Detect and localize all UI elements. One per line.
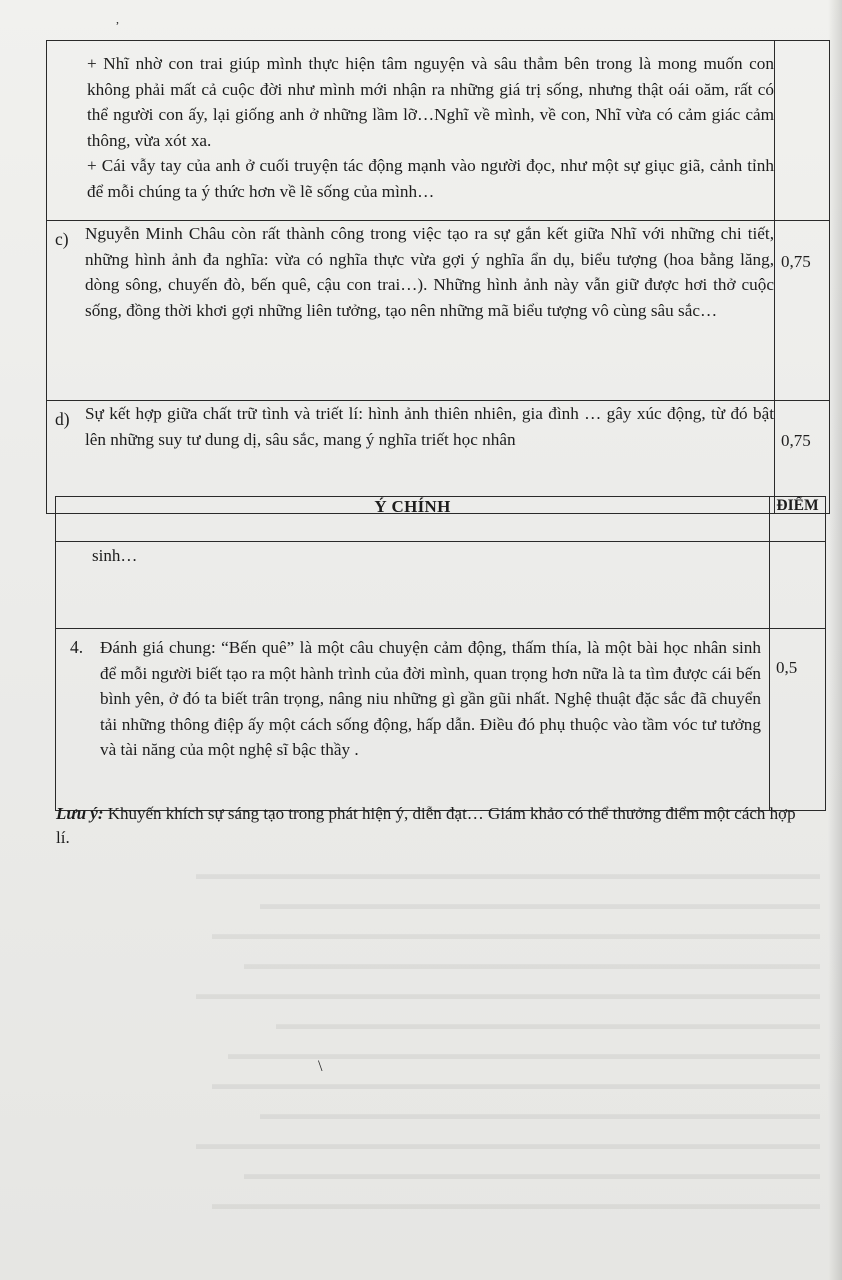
item-label: c) [55, 229, 69, 249]
answer-paragraph: Sự kết hợp giữa chất trữ tình và triết lí: hình ảnh thiên nhiên, gia đình … gây xúc động, từ đó bật lên những suy tư dung dị, sâu sắc, mang ý nghĩa triết học nhân [85, 404, 774, 449]
answer-paragraph: + Cái vẫy tay của anh ở cuối truyện tác động mạnh vào người đọc, như một sự giục giã, cảnh tỉnh để mỗi chúng ta ý thức hơn về lẽ sống của mình… [87, 156, 774, 201]
answer-cell [56, 629, 770, 811]
table-row [47, 41, 830, 221]
column-header-score: ĐIỂM [770, 497, 826, 542]
score-cell [770, 542, 826, 629]
stray-mark: , [116, 12, 119, 26]
item-label: d) [55, 409, 70, 429]
continuation-text: sinh… [92, 546, 138, 565]
answer-cell [56, 542, 770, 629]
answer-key-table-top [46, 40, 830, 514]
score-cell [770, 629, 826, 811]
score-cell [775, 221, 830, 401]
answer-cell [47, 41, 775, 221]
score-value: 0,75 [781, 431, 811, 450]
answer-paragraph: Đánh giá chung: “Bến quê” là một câu chuyện cảm động, thấm thía, là một bài học nhân sinh để mỗi người biết tạo ra một hành trình của đời mình, quan trọng hơn nữa là ta tìm được cái bến bình yên, ở đó ta biết trân trọng, nâng niu những gì gần gũi nhất. Nghệ thuật đặc sắc đã chuyển tải những thông điệp ấy một cách sống động, hấp dẫn. Điều đó phụ thuộc vào tầm vóc tư tưởng và tài năng của một nghệ sĩ bậc thầy . [100, 638, 761, 759]
score-cell [775, 41, 830, 221]
table-row [56, 542, 826, 629]
grading-note [56, 802, 796, 850]
column-header-main-idea: Ý CHÍNH [56, 497, 770, 542]
score-value: 0,75 [781, 252, 811, 271]
answer-key-table-bottom [55, 496, 826, 811]
note-label: Lưu ý: [56, 804, 104, 823]
table-row [47, 221, 830, 401]
answer-cell [47, 221, 775, 401]
table-header-row [56, 497, 826, 542]
score-value: 0,5 [776, 658, 798, 677]
table-row [56, 629, 826, 811]
page-edge-shadow [828, 0, 842, 1280]
note-text: Khuyến khích sự sáng tạo trong phát hiện ý, diễn đạt… Giám khảo có thể thưởng điểm một cách hợp lí. [56, 804, 796, 847]
item-label: 4. [70, 637, 84, 657]
stray-mark: \ [318, 1058, 323, 1075]
answer-paragraph: + Nhĩ nhờ con trai giúp mình thực hiện tâm nguyện và sâu thẳm bên trong là mong muốn con không phải mất cả cuộc đời như mình mới nhận ra những giá trị sống, nhưng thật oái oăm, rất có thể người con ấy, lại giống anh ở những lầm lỡ…Nghĩ về mình, về con, Nhĩ vừa có cảm giác cảm thông, vừa xót xa. [87, 54, 774, 150]
show-through-texture: ▬▬▬▬▬▬▬▬▬▬▬▬▬▬▬▬▬▬▬▬▬▬▬▬▬▬▬▬▬▬▬▬▬▬▬▬▬▬▬ ▬▬▬▬▬▬▬▬▬▬▬▬▬▬▬▬▬▬▬▬▬▬▬▬▬▬▬▬▬▬▬▬▬▬▬ ▬▬▬▬▬▬▬▬▬▬▬▬▬▬▬▬▬▬▬▬▬▬▬▬▬▬▬▬▬▬▬▬▬▬▬▬▬▬ ▬▬▬▬▬▬▬▬▬▬▬▬▬▬▬▬▬▬▬▬▬▬▬▬▬▬▬▬▬▬▬▬▬▬▬▬ ▬▬▬▬▬▬▬▬▬▬▬▬▬▬▬▬▬▬▬▬▬▬▬▬▬▬▬▬▬▬▬▬▬▬▬▬▬▬▬ ▬▬▬▬▬▬▬▬▬▬▬▬▬▬▬▬▬▬▬▬▬▬▬▬▬▬▬▬▬▬▬▬▬▬ ▬▬▬▬▬▬▬▬▬▬▬▬▬▬▬▬▬▬▬▬▬▬▬▬▬▬▬▬▬▬▬▬▬▬▬▬▬ ▬▬▬▬▬▬▬▬▬▬▬▬▬▬▬▬▬▬▬▬▬▬▬▬▬▬▬▬▬▬▬▬▬▬▬▬▬▬ ▬▬▬▬▬▬▬▬▬▬▬▬▬▬▬▬▬▬▬▬▬▬▬▬▬▬▬▬▬▬▬▬▬▬▬ ▬▬▬▬▬▬▬▬▬▬▬▬▬▬▬▬▬▬▬▬▬▬▬▬▬▬▬▬▬▬▬▬▬▬▬▬▬▬▬ ▬▬▬▬▬▬▬▬▬▬▬▬▬▬▬▬▬▬▬▬▬▬▬▬▬▬▬▬▬▬▬▬▬▬▬▬ ▬▬▬▬▬▬▬▬▬▬▬▬▬▬▬▬▬▬▬▬▬▬▬▬▬▬▬▬▬▬▬▬▬▬▬▬▬▬ [196, 866, 820, 1213]
answer-paragraph: Nguyễn Minh Châu còn rất thành công trong việc tạo ra sự gắn kết giữa Nhĩ với những chi tiết, những hình ảnh đa nghĩa: vừa có nghĩa thực vừa gợi ý nghĩa ẩn dụ, biểu tượng (hoa bằng lăng, dòng sông, chuyến đò, bến quê, cậu con trai…). Những hình ảnh này vẫn giữ được hơi thở cuộc sống, đồng thời khơi gợi những liên tưởng, tạo nên những mã biểu tượng vô cùng sâu sắc… [85, 224, 774, 320]
